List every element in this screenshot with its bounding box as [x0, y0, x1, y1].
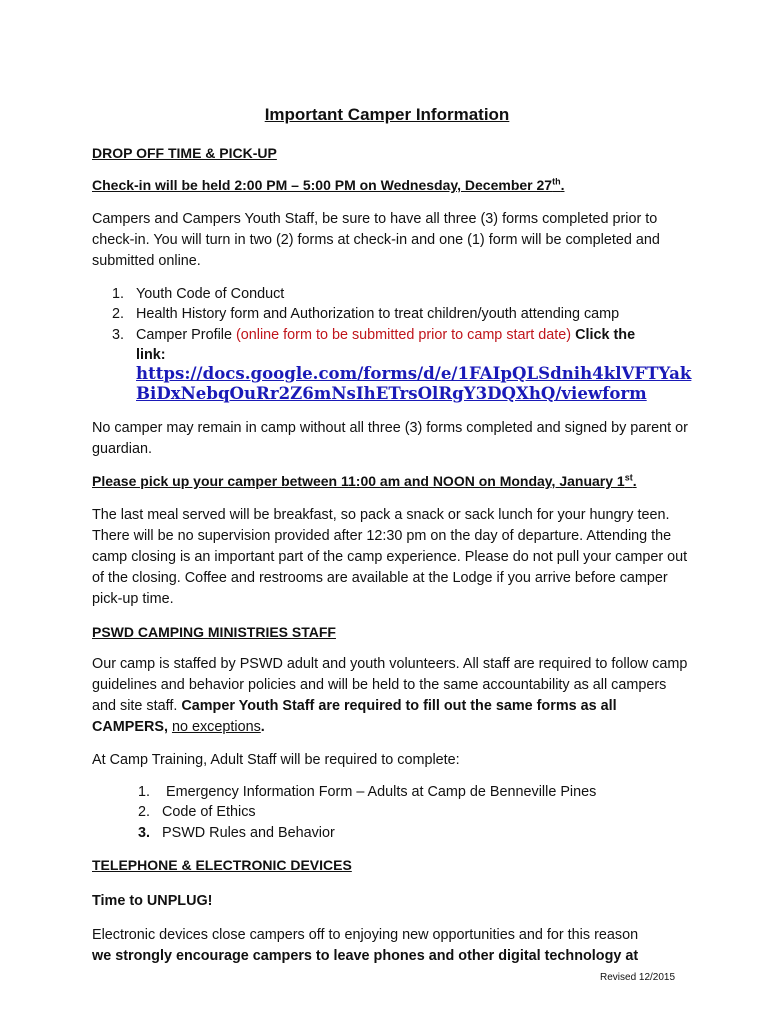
unplug-text: Time to UNPLUG! — [92, 893, 213, 909]
no-remain-text: No camper may remain in camp without all three (3) forms completed and signed by parent or guardian. — [92, 420, 688, 457]
training-text: At Camp Training, Adult Staff will be required to complete: — [92, 752, 460, 768]
pickup-text: Please pick up your camper between 11:00 am and NOON on Monday, January 1 — [92, 473, 625, 489]
list-item-continued: link: — [136, 347, 166, 363]
electronics-bold: we strongly encourage campers to leave phones and other digital technology at — [92, 948, 639, 964]
page-title: Important Camper Information — [264, 105, 510, 124]
forms-intro: Campers and Campers Youth Staff, be sure to have all three (3) forms completed prior to check-in. You will turn in two (2) forms at check-in and one (1) form will be completed and submitted online. — [92, 211, 660, 269]
google-form-link-line2[interactable]: BiDxNebqOuRr2Z6mNsIhETrsOlRgY3DQXhQ/viewform — [136, 383, 647, 403]
checkin-text: Check-in will be held 2:00 PM – 5:00 PM on Wednesday, December 27 — [92, 177, 553, 193]
list-item: 3. PSWD Rules and Behavior — [138, 825, 335, 841]
list-item: 3. Camper Profile (online form to be submitted prior to camp start date) Click the — [112, 327, 636, 343]
telephone-heading: TELEPHONE & ELECTRONIC DEVICES — [92, 857, 352, 873]
list-item: 2. Health History form and Authorization to treat children/youth attending camp — [112, 306, 620, 322]
checkin-line — [92, 177, 564, 193]
checkin-sup: th — [552, 176, 561, 187]
last-meal-text: The last meal served will be breakfast, so pack a snack or sack lunch for your hungry teen. There will be no supervision provided after 12:30 pm on the day of departure. Attending the camp closing is an important part of the camp experience. Please do not pull your camper out of the closing. Coffee and restrooms are available at the Lodge if you arrive before camper pick-up time. — [92, 507, 688, 607]
list-item: 2. Code of Ethics — [138, 804, 256, 820]
staff-paragraph: Our camp is staffed by PSWD adult and youth volunteers. All staff are required to follow camp guidelines and behavior policies and will be held to the same accountability as all campers and site staff. Camper Youth Staff are required to fill out the same forms as all CAMPERS, no exceptions. — [92, 656, 688, 735]
list-item: 1. Youth Code of Conduct — [112, 286, 285, 302]
pickup-end: . — [632, 473, 637, 489]
staff-heading: PSWD CAMPING MINISTRIES STAFF — [92, 624, 336, 640]
revised-date: Revised 12/2015 — [600, 972, 676, 983]
electronics-paragraph: Electronic devices close campers off to enjoying new opportunities and for this reason we strongly encourage campers to leave phones and other digital technology at — [92, 927, 639, 964]
no-exceptions: no exceptions — [171, 719, 261, 735]
pickup-sup: st — [624, 472, 633, 483]
checkin-end: . — [560, 177, 565, 193]
pickup-line — [92, 473, 637, 489]
online-form-note: (online form to be submitted prior to camp start date) — [235, 327, 572, 343]
google-form-link-line1[interactable]: https://docs.google.com/forms/d/e/1FAIpQLSdnih4klVFTYak — [136, 363, 692, 383]
list-item: 1. Emergency Information Form – Adults at Camp de Benneville Pines — [138, 784, 597, 800]
staff-forms-note: Camper Youth Staff are required to fill out the same forms as all CAMPERS, — [92, 698, 617, 735]
dropoff-heading: DROP OFF TIME & PICK-UP — [92, 145, 277, 161]
